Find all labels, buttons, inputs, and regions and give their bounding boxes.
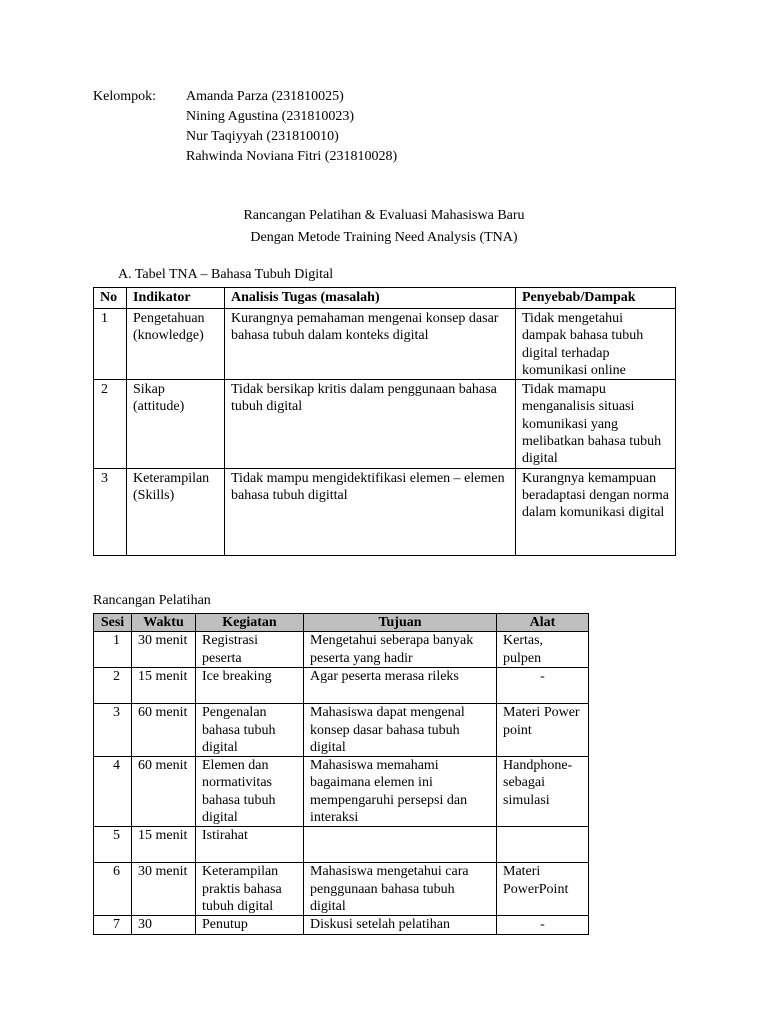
table-row [94, 827, 589, 863]
member-list [186, 87, 397, 167]
column-header: Alat [497, 614, 589, 632]
group-label: Kelompok: [93, 89, 156, 104]
table-header-row [94, 614, 589, 632]
cell-sesi: 5 [94, 827, 132, 863]
cell-tujuan: Mahasiswa dapat mengenal konsep dasar bahasa tubuh digital [304, 704, 497, 757]
cell-analisis: Kurangnya pemahaman mengenai konsep dasar bahasa tubuh dalam konteks digital [225, 309, 516, 380]
cell-sesi: 4 [94, 757, 132, 827]
cell-alat: - [497, 916, 589, 935]
cell-penyebab: Kurangnya kemampuan beradaptasi dengan norma dalam komunikasi digital [516, 468, 676, 555]
member-name: Amanda Parza (231810025) [186, 89, 344, 104]
cell-indikator: Keterampilan (Skills) [127, 468, 225, 555]
column-header: Waktu [132, 614, 196, 632]
cell-alat: - [497, 668, 589, 704]
cell-waktu: 30 menit [132, 863, 196, 916]
document-subtitle: Dengan Metode Training Need Analysis (TNA) [250, 230, 518, 245]
cell-no: 3 [94, 468, 127, 555]
cell-alat [497, 827, 589, 863]
cell-alat: Kertas, pulpen [497, 632, 589, 668]
cell-waktu: 30 menit [132, 632, 196, 668]
cell-sesi: 3 [94, 704, 132, 757]
cell-alat: Materi PowerPoint [497, 863, 589, 916]
cell-sesi: 1 [94, 632, 132, 668]
table-header-row [94, 288, 676, 309]
member-name: Rahwinda Noviana Fitri (231810028) [186, 149, 398, 164]
table-row [94, 632, 589, 668]
cell-sesi: 7 [94, 916, 132, 935]
table-row [94, 309, 676, 380]
cell-analisis: Tidak mampu mengidektifikasi elemen – elemen bahasa tubuh digittal [225, 468, 516, 555]
column-header: Analisis Tugas (masalah) [225, 288, 516, 309]
cell-kegiatan: Penutup [196, 916, 304, 935]
column-header: Kegiatan [196, 614, 304, 632]
cell-kegiatan: Elemen dan normativitas bahasa tubuh digital [196, 757, 304, 827]
table-row [94, 863, 589, 916]
cell-sesi: 2 [94, 668, 132, 704]
cell-no: 1 [94, 309, 127, 380]
section-heading: A. Tabel TNA – Bahasa Tubuh Digital [118, 267, 334, 282]
cell-penyebab: Tidak mamapu menganalisis situasi komunikasi yang melibatkan bahasa tubuh digital [516, 380, 676, 468]
cell-penyebab: Tidak mengetahui dampak bahasa tubuh digital terhadap komunikasi online [516, 309, 676, 380]
cell-tujuan: Mengetahui seberapa banyak peserta yang hadir [304, 632, 497, 668]
table-row [94, 380, 676, 468]
cell-kegiatan: Registrasi peserta [196, 632, 304, 668]
cell-tujuan [304, 827, 497, 863]
cell-waktu: 60 menit [132, 704, 196, 757]
cell-waktu: 30 [132, 916, 196, 935]
cell-tujuan: Diskusi setelah pelatihan [304, 916, 497, 935]
column-header: Indikator [127, 288, 225, 309]
cell-kegiatan: Pengenalan bahasa tubuh digital [196, 704, 304, 757]
cell-sesi: 6 [94, 863, 132, 916]
cell-indikator: Pengetahuan (knowledge) [127, 309, 225, 380]
cell-waktu: 15 menit [132, 668, 196, 704]
cell-indikator: Sikap (attitude) [127, 380, 225, 468]
table-row [94, 668, 589, 704]
table-row [94, 704, 589, 757]
tna-table [93, 287, 676, 556]
column-header: No [94, 288, 127, 309]
cell-tujuan: Agar peserta merasa rileks [304, 668, 497, 704]
cell-kegiatan: Istirahat [196, 827, 304, 863]
cell-tujuan: Mahasiswa memahami bagaimana elemen ini mempengaruhi persepsi dan interaksi [304, 757, 497, 827]
document-title: Rancangan Pelatihan & Evaluasi Mahasiswa Baru [243, 208, 525, 223]
plan-label: Rancangan Pelatihan [93, 593, 211, 608]
cell-analisis: Tidak bersikap kritis dalam penggunaan bahasa tubuh digital [225, 380, 516, 468]
cell-waktu: 15 menit [132, 827, 196, 863]
cell-kegiatan: Ice breaking [196, 668, 304, 704]
member-name: Nining Agustina (231810023) [186, 109, 354, 124]
cell-tujuan: Mahasiswa mengetahui cara penggunaan bahasa tubuh digital [304, 863, 497, 916]
cell-no: 2 [94, 380, 127, 468]
cell-kegiatan: Keterampilan praktis bahasa tubuh digital [196, 863, 304, 916]
cell-alat: Handphone-sebagai simulasi [497, 757, 589, 827]
column-header: Tujuan [304, 614, 497, 632]
table-row [94, 757, 589, 827]
table-row [94, 468, 676, 555]
column-header: Sesi [94, 614, 132, 632]
cell-waktu: 60 menit [132, 757, 196, 827]
cell-alat: Materi Power point [497, 704, 589, 757]
column-header: Penyebab/Dampak [516, 288, 676, 309]
member-name: Nur Taqiyyah (231810010) [186, 129, 339, 144]
training-plan-table [93, 613, 589, 935]
table-row [94, 916, 589, 935]
